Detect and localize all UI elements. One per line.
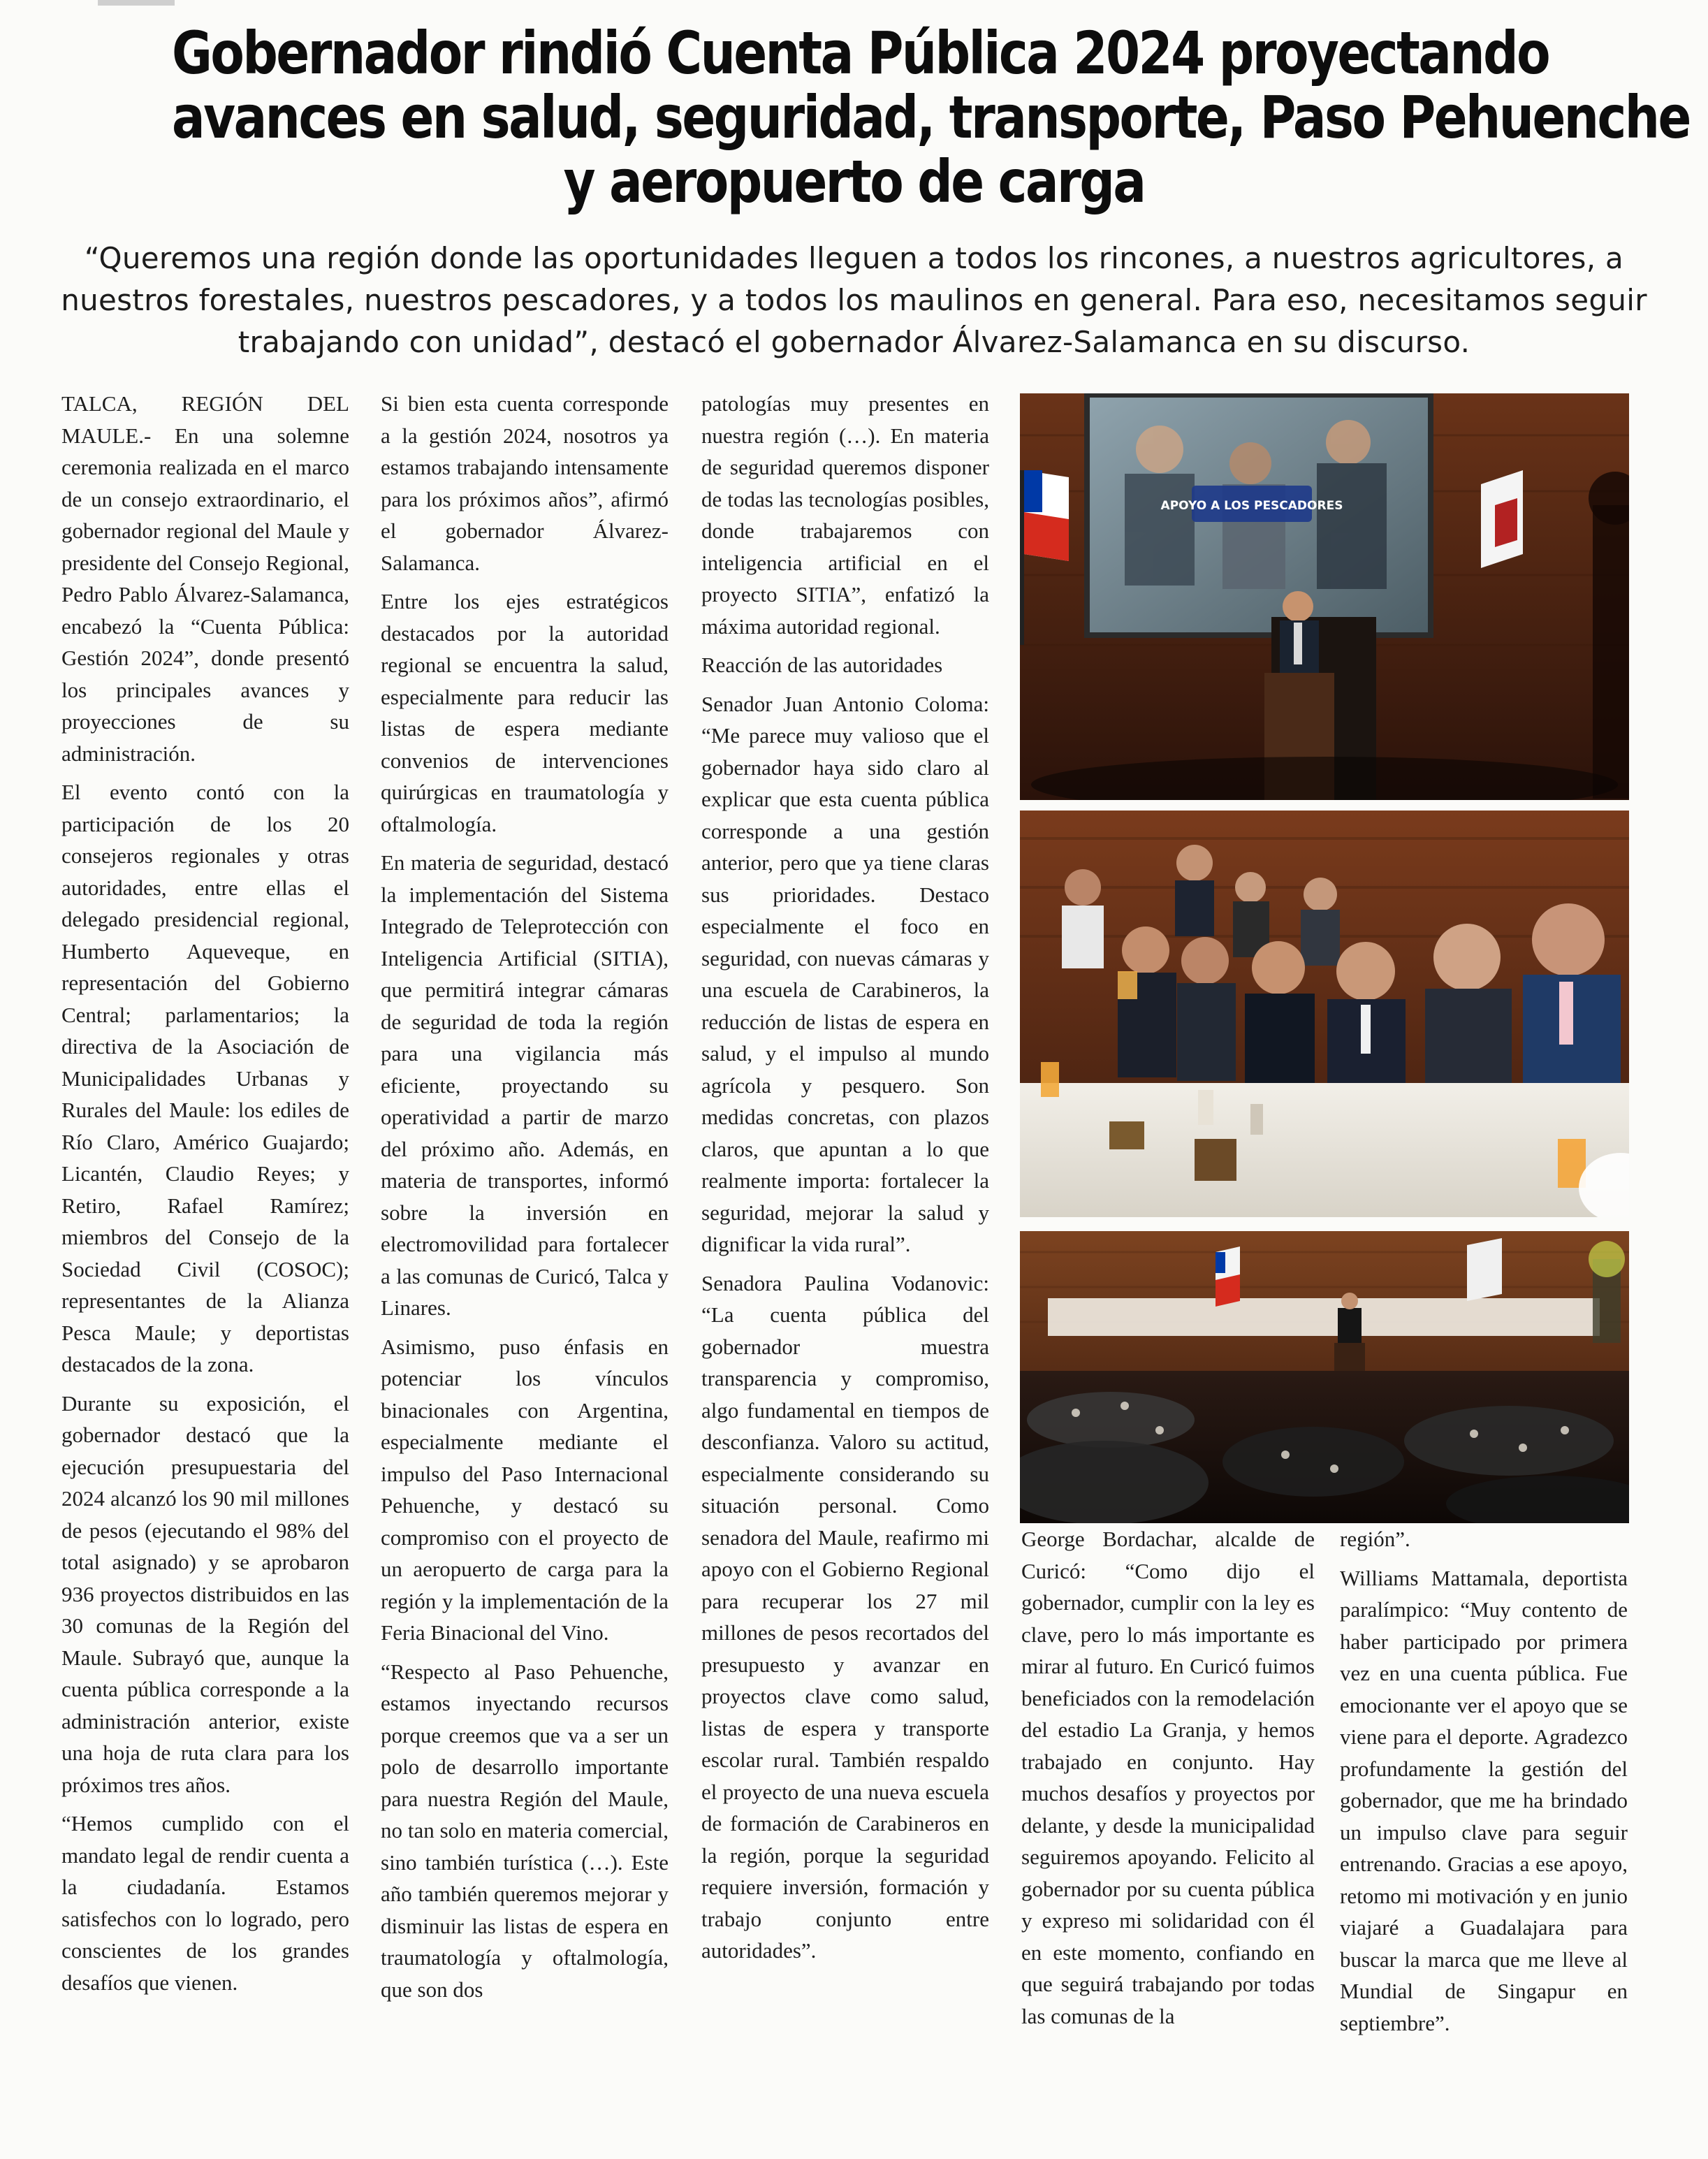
paragraph: Senadora Paulina Vodanovic: “La cuenta pública del gobernador muestra transparencia y compromiso, algo fundamental en tiempos de desconfianza. Valoro su actitud, especialmente considerando su situación personal. Como senadora del Maule, reafirmo mi apoyo con el Gobierno Regional para recuperar los 27 mil millones de pesos recortados del presupuesto y avanzar en proyectos clave como salud, listas de espera y transporte escolar rural. También respaldo el proyecto de una nueva escuela de formación de Carabineros en la región, porque la seguridad requiere inversión, formación y trabajo conjunto entre autoridades”. (701, 1270, 989, 1963)
headline-line: y aeropuerto de carga (563, 147, 1145, 216)
deck-quote (56, 238, 1652, 363)
article-column-2 (381, 388, 669, 2012)
section-subhead: Reacción de las autoridades (701, 653, 943, 677)
paragraph: Williams Mattamala, deportista paralímpico: “Muy contento de haber participado por primera vez en una cuenta pública. Fue emocionante ver el apoyo que se viene para el deporte. Agradezco profundamente la gestión del gobernador, que me ha brindado un impulso clave para seguir entrenando. Gracias a ese apoyo, retomo mi motivación y en junio viajaré a Guadalajara para buscar la marca que me lleve al Mundial de Singapur en septiembre”. (1340, 1565, 1628, 2035)
article-column-3 (701, 388, 989, 1974)
deck-line: nuestros forestales, nuestros pescadores, y a todos los maulinos en general. Para eso, necesitamos seguir (61, 283, 1647, 317)
paragraph: Durante su exposición, el gobernador destacó que la ejecución presupuestaria del 2024 alcanzó los 90 mil millones de pesos (ejecutando el 98% del total asignado) y se aprobaron 936 proyectos distribuidos en las 30 comunas de la Región del Maule. Subrayó que, aunque la cuenta pública corresponde a la administración anterior, existe una hoja de ruta clara para los próximos tres años. (61, 1390, 349, 1797)
headline-line: Gobernador rindió Cuenta Pública 2024 proyectando (172, 19, 1549, 87)
photo-authorities-table-image (1020, 810, 1629, 1217)
paragraph: George Bordachar, alcalde de Curicó: “Como dijo el gobernador, cumplir con la ley es clave, pero lo más importante es mirar al futuro. En Curicó fuimos beneficiados con la remodelación del estadio La Granja, y hemos trabajado en conjunto. Hay muchos desafíos y proyectos por delante, y desde la municipalidad seguiremos apoyando. Felicito al gobernador por su cuenta pública y expreso mi solidaridad con él en este momento, confiando en que seguirá trabajando por todas las comunas de la (1021, 1527, 1315, 2028)
article-column-1 (61, 388, 349, 2005)
deck-line: “Queremos una región donde las oportunidades lleguen a todos los rincones, a nuestros agricultores, a (84, 241, 1624, 275)
article-column-4 (1021, 1523, 1315, 2039)
paragraph: Si bien esta cuenta corresponde a la gestión 2024, nosotros ya estamos trabajando intensamente para los próximos años”, afirmó el gobernador Álvarez-Salamanca. (381, 391, 669, 575)
photo-governor-podium (1020, 393, 1629, 800)
photo-ceremony-hall (1020, 1231, 1629, 1523)
headline (172, 19, 1690, 216)
headline-line: avances en salud, seguridad, transporte, Paso Pehuenche (172, 83, 1690, 152)
paragraph: El evento contó con la participación de los 20 consejeros regionales y otras autoridades, entre ellas el delegado presidencial regional, Humberto Aqueveque, en representación del Gobierno Central; parlamentarios; la directiva de la Asociación de Municipalidades Urbanas y Rurales del Maule: los ediles de Río Claro, Américo Guajardo; Licantén, Claudio Reyes; y Retiro, Rafael Ramírez; miembros del Consejo de la Sociedad Civil (COSOC); representantes de la Alianza Pesca Maule; y deportistas destacados de la zona. (61, 780, 349, 1376)
paragraph: Asimismo, puso énfasis en potenciar los vínculos binacionales con Argentina, especialmente mediante el impulso del Paso Internacional Pehuenche, y destacó su compromiso con el proyecto de un aeropuerto de carga para la región y la implementación de la Feria Binacional del Vino. (381, 1334, 669, 1645)
paragraph: Senador Juan Antonio Coloma: “Me parece muy valioso que el gobernador haya sido claro al explicar que esta cuenta pública corresponde a una gestión anterior, pero que ya tiene claras sus prioridades. Destaco especialmente el foco en seguridad, con nuevas cámaras y una escuela de Carabineros, la reducción de listas de espera en salud, y el impulso al mundo agrícola y pesquero. Son medidas concretas, con plazos claros, que apuntan a lo que realmente importa: fortalecer la seguridad, mejorar la salud y dignificar la vida rural”. (701, 691, 989, 1256)
photo-ceremony-hall-image (1020, 1231, 1629, 1523)
paragraph: TALCA, REGIÓN DEL MAULE.- En una solemne ceremonia realizada en el marco de un consejo extraordinario, el gobernador regional del Maule y presidente del Consejo Regional, Pedro Pablo Álvarez-Salamanca, encabezó la “Cuenta Pública: Gestión 2024”, donde presentó los principales avances y proyecciones de su administración. (61, 391, 349, 766)
deck-line: trabajando con unidad”, destacó el gobernador Álvarez-Salamanca en su discurso. (238, 325, 1470, 359)
top-edge-mark (98, 0, 175, 6)
paragraph: Entre los ejes estratégicos destacados por la autoridad regional se encuentra la salud, especialmente para reducir las listas de espera mediante convenios de intervenciones quirúrgicas en traumatología y oftalmología. (381, 589, 669, 836)
paragraph: “Hemos cumplido con el mandato legal de rendir cuenta a la ciudadanía. Estamos satisfechos con lo logrado, pero conscientes de los grandes desafíos que vienen. (61, 1811, 349, 1995)
photo-governor-podium-image (1020, 393, 1629, 800)
screen-banner-text: APOYO A LOS PESCADORES (1160, 499, 1343, 513)
paragraph: patologías muy presentes en nuestra región (…). En materia de seguridad queremos disponer de todas las tecnologías posibles, donde trabajaremos con inteligencia artificial en el proyecto SITIA”, enfatizó la máxima autoridad regional. (701, 391, 989, 639)
photo-authorities-table (1020, 810, 1629, 1217)
article-column-5 (1340, 1523, 1628, 2046)
paragraph: En materia de seguridad, destacó la implementación del Sistema Integrado de Teleprotección con Inteligencia Artificial (SITIA), que permitirá integrar cámaras de seguridad de toda la región para una vigilancia más eficiente, proyectando su operatividad a partir de marzo del próximo año. Además, en materia de transportes, informó sobre la inversión en electromovilidad para fortalecer a las comunas de Curicó, Talca y Linares. (381, 850, 669, 1320)
paragraph: región”. (1340, 1527, 1410, 1551)
paragraph: “Respecto al Paso Pehuenche, estamos inyectando recursos porque creemos que va a ser un polo de desarrollo importante para nuestra Región del Maule, no tan solo en materia comercial, sino también turística (…). Este año también queremos mejorar y disminuir las listas de espera en traumatología y oftalmología, que son dos (381, 1659, 669, 2002)
